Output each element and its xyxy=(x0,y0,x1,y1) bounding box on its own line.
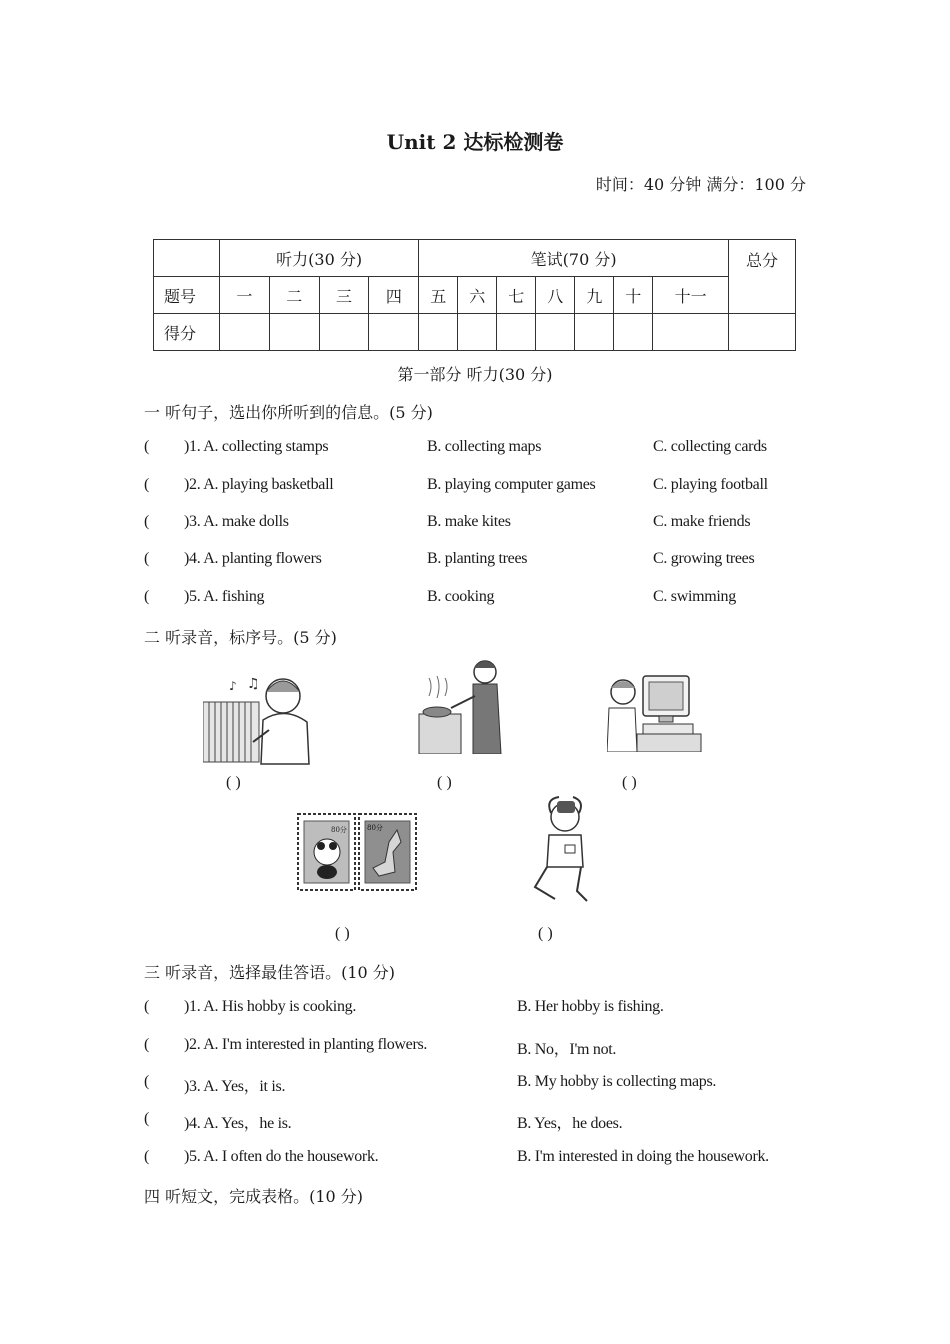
option-a: )2. A. I'm interested in planting flowers. xyxy=(184,1036,428,1053)
option-c: C. growing trees xyxy=(653,550,755,567)
score-cell[interactable] xyxy=(458,314,497,351)
answer-paren[interactable]: ( xyxy=(144,588,150,605)
number-cell: 九 xyxy=(575,277,614,314)
watching-illustration xyxy=(525,795,593,905)
listening-header: 听力(30 分) xyxy=(220,240,419,277)
cooking-illustration xyxy=(415,656,507,754)
exam-meta: 时间：40 分钟 满分：100 分 xyxy=(595,175,806,194)
score-cell[interactable] xyxy=(497,314,536,351)
option-c: C. swimming xyxy=(653,588,736,605)
number-cell: 二 xyxy=(269,277,319,314)
option-b: B. collecting maps xyxy=(427,438,542,455)
answer-paren[interactable]: ( xyxy=(144,998,150,1015)
score-table xyxy=(153,239,796,351)
option-b: B. Yes，he does. xyxy=(517,1115,623,1132)
stamps-illustration xyxy=(297,812,419,892)
score-cell[interactable] xyxy=(319,314,369,351)
score-cell[interactable] xyxy=(269,314,319,351)
number-cell: 三 xyxy=(319,277,369,314)
answer-paren[interactable]: ( xyxy=(144,438,150,455)
option-a: )1. A. collecting stamps xyxy=(184,438,329,455)
number-cell: 十一 xyxy=(653,277,729,314)
answer-paren[interactable]: ( xyxy=(144,1148,150,1165)
option-a: )3. A. Yes，it is. xyxy=(184,1078,286,1095)
score-cell[interactable] xyxy=(653,314,729,351)
answer-paren[interactable]: ( xyxy=(144,1036,150,1053)
option-a: )4. A. Yes，he is. xyxy=(184,1115,292,1132)
number-cell: 六 xyxy=(458,277,497,314)
option-b: B. cooking xyxy=(427,588,495,605)
option-b: B. make kites xyxy=(427,513,511,530)
row-number-label: 题号 xyxy=(154,277,220,314)
score-cell[interactable] xyxy=(536,314,575,351)
score-cell[interactable] xyxy=(614,314,653,351)
option-b: B. No，I'm not. xyxy=(517,1041,617,1058)
stamp-price-label: 80分 xyxy=(367,824,383,832)
number-cell: 十 xyxy=(614,277,653,314)
section1-heading: 一 听句子，选出你所听到的信息。(5 分) xyxy=(144,403,433,422)
row-score-label: 得分 xyxy=(154,314,220,351)
answer-blank[interactable]: ( ) xyxy=(226,774,241,791)
option-a: )5. A. I often do the housework. xyxy=(184,1148,379,1165)
computer-games-illustration xyxy=(607,672,703,752)
score-cell[interactable] xyxy=(729,314,796,351)
writing-header: 笔试(70 分) xyxy=(419,240,729,277)
answer-blank[interactable]: ( ) xyxy=(622,774,637,791)
number-cell: 八 xyxy=(536,277,575,314)
total-header: 总分 xyxy=(729,240,796,314)
option-b: B. Her hobby is fishing. xyxy=(517,998,664,1015)
svg-text:♪: ♪ xyxy=(229,679,237,693)
section4-heading: 四 听短文，完成表格。(10 分) xyxy=(144,1187,364,1206)
option-b: B. My hobby is collecting maps. xyxy=(517,1073,717,1090)
option-a: )3. A. make dolls xyxy=(184,513,289,530)
option-c: C. make friends xyxy=(653,513,751,530)
page-title: Unit 2 达标检测卷 xyxy=(386,130,564,154)
number-cell: 一 xyxy=(220,277,270,314)
answer-blank[interactable]: ( ) xyxy=(538,925,553,942)
score-cell[interactable] xyxy=(220,314,270,351)
piano-player-illustration xyxy=(203,668,311,766)
answer-blank[interactable]: ( ) xyxy=(437,774,452,791)
option-a: )5. A. fishing xyxy=(184,588,265,605)
option-a: )4. A. planting flowers xyxy=(184,550,322,567)
answer-paren[interactable]: ( xyxy=(144,1110,150,1127)
answer-paren[interactable]: ( xyxy=(144,476,150,493)
part-one-heading: 第一部分 听力(30 分) xyxy=(397,365,553,384)
answer-paren[interactable]: ( xyxy=(144,550,150,567)
option-b: B. I'm interested in doing the housework. xyxy=(517,1148,769,1165)
score-table-corner xyxy=(154,240,220,277)
score-cell[interactable] xyxy=(575,314,614,351)
option-c: C. playing football xyxy=(653,476,768,493)
option-a: )2. A. playing basketball xyxy=(184,476,334,493)
section3-heading: 三 听录音，选择最佳答语。(10 分) xyxy=(144,963,396,982)
answer-blank[interactable]: ( ) xyxy=(335,925,350,942)
option-c: C. collecting cards xyxy=(653,438,767,455)
section2-heading: 二 听录音，标序号。(5 分) xyxy=(144,628,337,647)
svg-text:♫: ♫ xyxy=(247,676,260,692)
number-cell: 七 xyxy=(497,277,536,314)
option-a: )1. A. His hobby is cooking. xyxy=(184,998,357,1015)
option-b: B. planting trees xyxy=(427,550,528,567)
number-cell: 四 xyxy=(369,277,419,314)
answer-paren[interactable]: ( xyxy=(144,513,150,530)
score-cell[interactable] xyxy=(369,314,419,351)
answer-paren[interactable]: ( xyxy=(144,1073,150,1090)
stamp-price-label: 80分 xyxy=(331,826,347,834)
option-b: B. playing computer games xyxy=(427,476,596,493)
number-cell: 五 xyxy=(419,277,458,314)
score-cell[interactable] xyxy=(419,314,458,351)
